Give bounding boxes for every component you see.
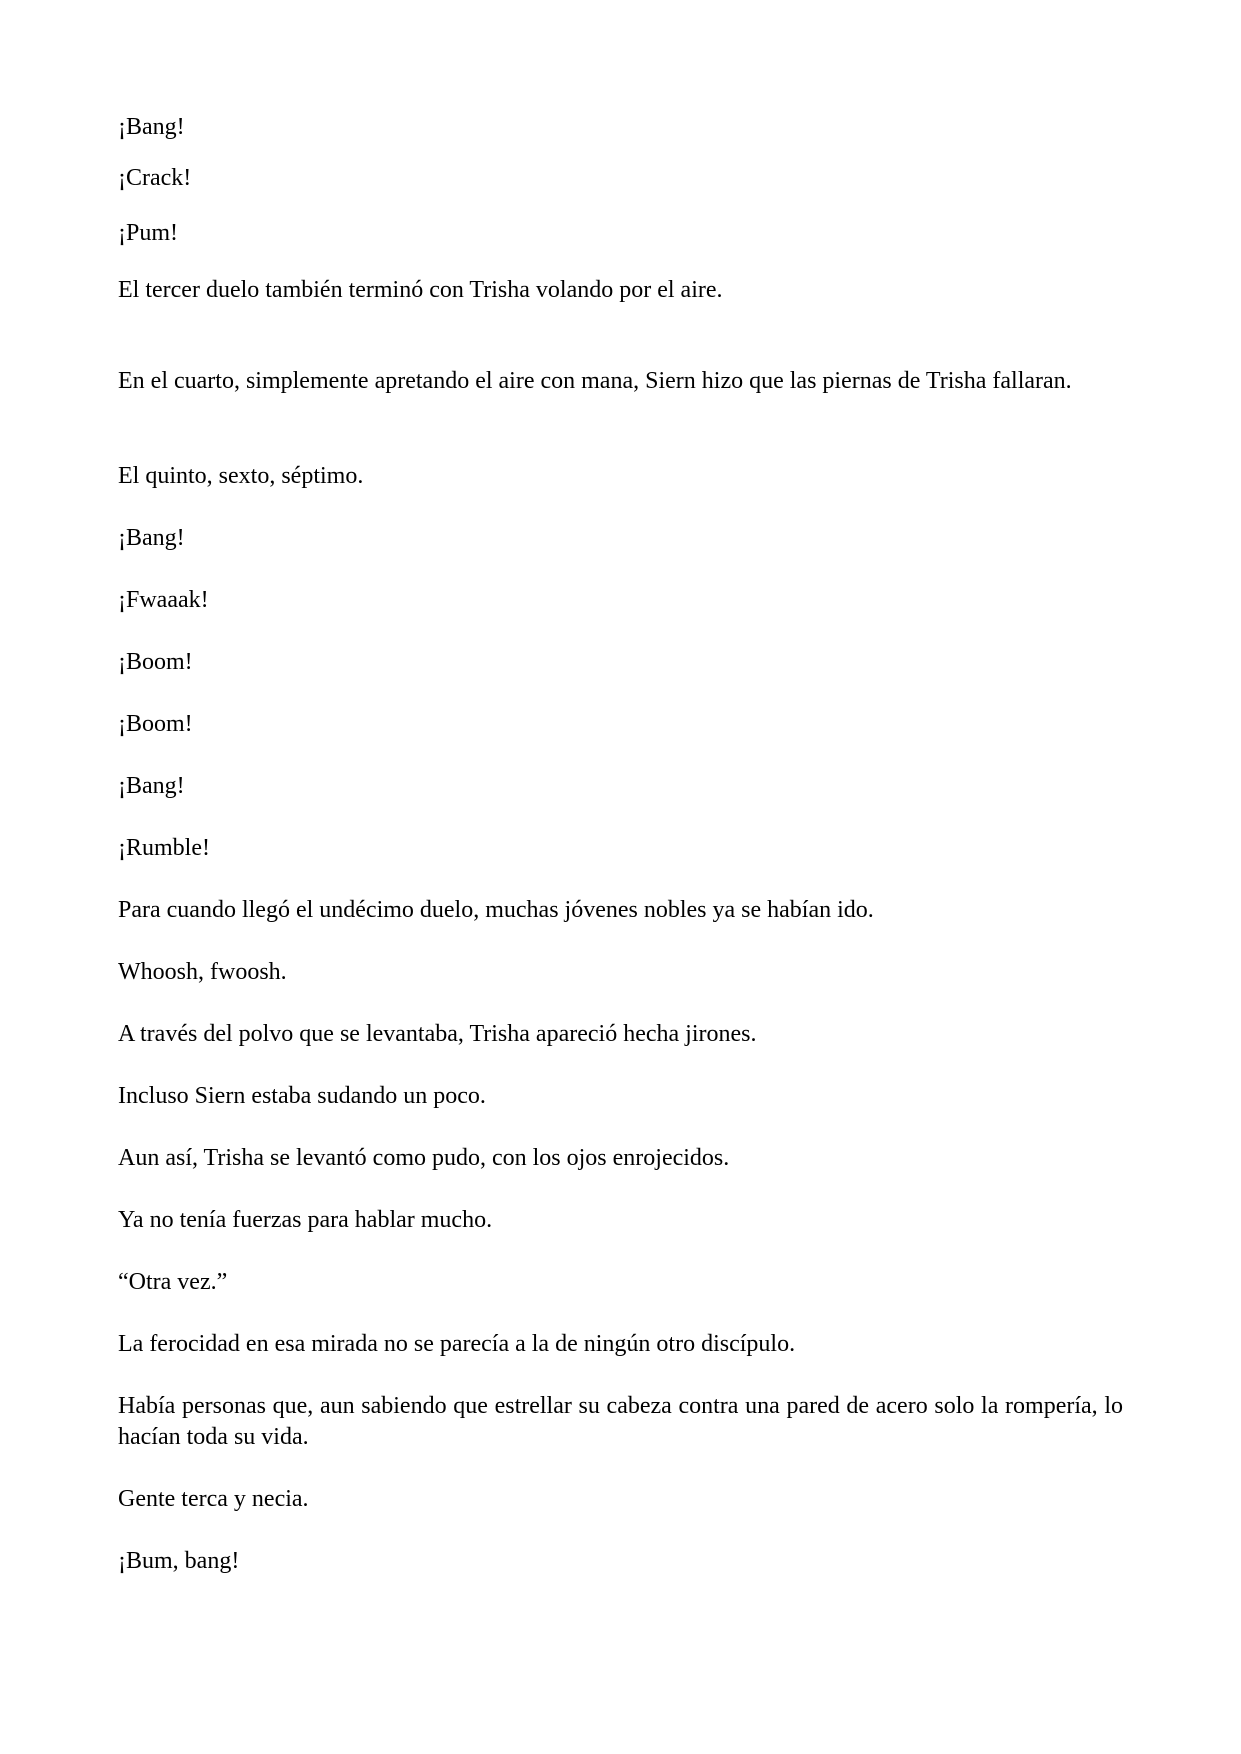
paragraph-3: ¡Pum! [118,220,178,246]
paragraph-8: ¡Fwaaak! [118,587,209,613]
paragraph-10: ¡Boom! [118,711,193,737]
paragraph-11: ¡Bang! [118,773,185,799]
paragraph-1: ¡Bang! [118,114,185,140]
paragraph-17: Aun así, Trisha se levantó como pudo, con los ojos enrojecidos. [118,1145,730,1171]
paragraph-23: ¡Bum, bang! [118,1548,240,1574]
paragraph-14: Whoosh, fwoosh. [118,959,287,985]
paragraph-16: Incluso Siern estaba sudando un poco. [118,1083,486,1109]
paragraph-12: ¡Rumble! [118,835,210,861]
paragraph-9: ¡Boom! [118,649,193,675]
paragraph-15: A través del polvo que se levantaba, Trisha apareció hecha jirones. [118,1021,757,1047]
paragraph-19: “Otra vez.” [118,1269,228,1295]
paragraph-4: El tercer duelo también terminó con Trisha volando por el aire. [118,277,723,303]
paragraph-20: La ferocidad en esa mirada no se parecía a la de ningún otro discípulo. [118,1331,796,1357]
paragraph-21: Había personas que, aun sabiendo que estrellar su cabeza contra una pared de acero solo la rompería, lo hacían toda su vida. [118,1393,1123,1450]
paragraph-7: ¡Bang! [118,525,185,551]
paragraph-2: ¡Crack! [118,165,192,191]
paragraph-18: Ya no tenía fuerzas para hablar mucho. [118,1207,493,1233]
paragraph-5: En el cuarto, simplemente apretando el aire con mana, Siern hizo que las piernas de Trisha fallaran. [118,368,1072,394]
paragraph-13: Para cuando llegó el undécimo duelo, muchas jóvenes nobles ya se habían ido. [118,897,874,923]
paragraph-6: El quinto, sexto, séptimo. [118,463,364,489]
paragraph-22: Gente terca y necia. [118,1486,309,1512]
